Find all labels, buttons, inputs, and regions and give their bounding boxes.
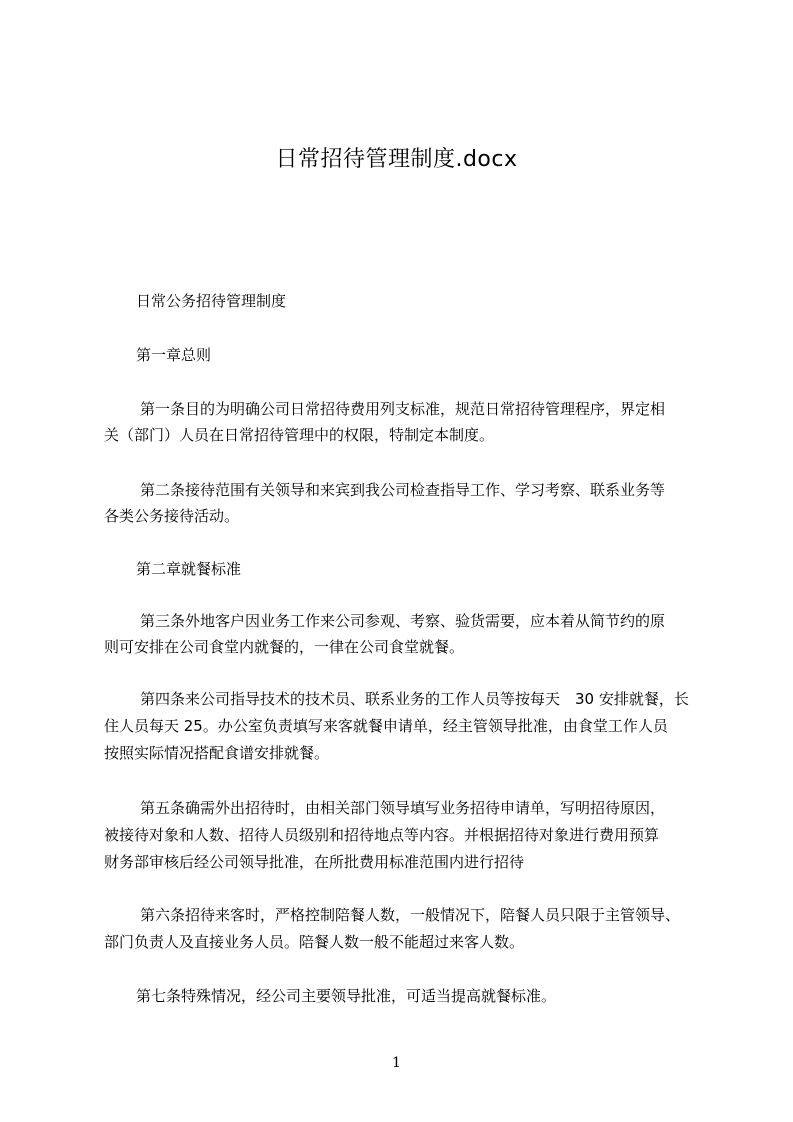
article-5-line-1: 第五条确需外出招待时，由相关部门领导填写业务招待申请单，写明招待原因， xyxy=(140,799,666,817)
article-2-line-1: 第二条接待范围有关领导和来宾到我公司检查指导工作、学习考察、联系业务等 xyxy=(140,481,666,499)
article-4-line-1: 第四条来公司指导技术的技术员、联系业务的工作人员等按每天 30 安排就餐，长 xyxy=(140,690,689,708)
article-5-line-3: 财务部审核后经公司领导批准，在所批费用标准范围内进行招待 xyxy=(104,853,525,871)
article-5-line-2: 被接待对象和人数、招待人员级别和招待地点等内容。并根据招待对象进行费用预算 xyxy=(104,826,660,844)
article-1-line-1: 第一条目的为明确公司日常招待费用列支标准，规范日常招待管理程序，界定相 xyxy=(140,400,666,418)
chapter-heading-2: 第二章就餐标准 xyxy=(136,560,242,578)
chapter-heading-1: 第一章总则 xyxy=(136,346,212,364)
section-heading: 日常公务招待管理制度 xyxy=(136,292,287,310)
article-3-line-2: 则可安排在公司食堂内就餐的，一律在公司食堂就餐。 xyxy=(104,638,465,656)
article-4-line-2: 住人员每天 25。办公室负责填写来客就餐申请单，经主管领导批准，由食堂工作人员 xyxy=(104,717,668,735)
article-6-line-1: 第六条招待来客时，严格控制陪餐人数，一般情况下，陪餐人员只限于主管领导、 xyxy=(140,906,681,924)
article-2-line-2: 各类公务接待活动。 xyxy=(104,507,240,525)
article-1-line-2: 关（部门）人员在日常招待管理中的权限，特制定本制度。 xyxy=(104,426,495,444)
page-number: 1 xyxy=(392,1055,401,1071)
document-title: 日常招待管理制度.docx xyxy=(275,147,518,172)
article-6-line-2: 部门负责人及直接业务人员。陪餐人数一般不能超过来客人数。 xyxy=(104,933,525,951)
article-7-line-1: 第七条特殊情况，经公司主要领导批准，可适当提高就餐标准。 xyxy=(136,987,557,1005)
article-3-line-1: 第三条外地客户因业务工作来公司参观、考察、验货需要，应本着从简节约的原 xyxy=(140,612,666,630)
article-4-line-3: 按照实际情况搭配食谱安排就餐。 xyxy=(104,744,330,762)
